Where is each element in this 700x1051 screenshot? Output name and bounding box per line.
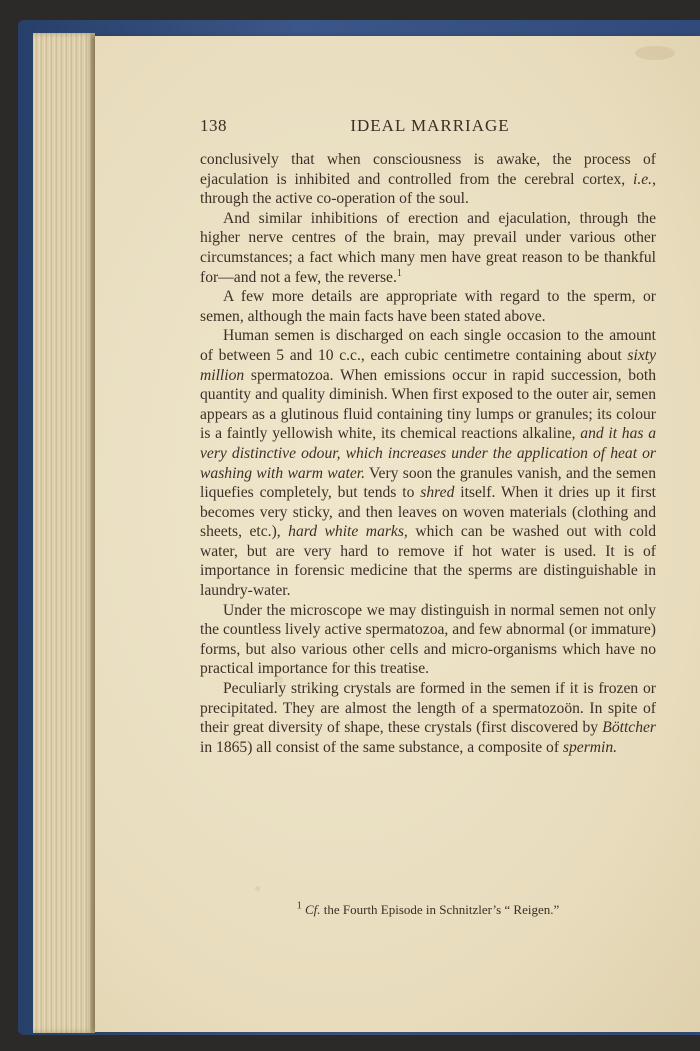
text-run: in 1865) all consist of the same substance, a composite of xyxy=(200,738,563,756)
text-run: which can be washed out with cold water, but are very hard to remove if hot water is used. It is of importance in forensic medicine that the sperms are distinguishable in laundry-water. xyxy=(200,523,656,600)
paper-stain xyxy=(255,886,260,891)
italic-text: spermin. xyxy=(562,738,618,756)
paragraph xyxy=(200,150,656,209)
page-title: IDEAL MARRIAGE xyxy=(350,116,510,135)
text-run: Peculiarly striking crystals are formed in the semen if it is frozen or precipitated. They are almost the length of a spermatozoön. In spite of their great diversity of shape, these crystals (first discovered by xyxy=(200,680,656,737)
italic-text: and it has a very distinctive odour, which increases under the application of heat or washing with warm water. xyxy=(200,425,656,482)
text-run: itself. When it dries up it first becomes very sticky, and then leaves on woven materials (clothing and sheets, etc.), xyxy=(200,484,656,541)
text-run: the Fourth Episode in Schnitzler’s “ Reigen.” xyxy=(320,902,560,917)
body-text xyxy=(200,150,656,757)
paragraph xyxy=(200,326,656,600)
text-run: spermatozoa. When emissions occur in rapid succession, both quantity and quality diminish. When first exposed to the outer air, semen appears as a glutinous fluid containing tiny lumps or granules; its colour is a faintly yellowish white, its chemical reactions alkaline, xyxy=(200,366,656,443)
paper-stain xyxy=(635,46,675,60)
italic-text: sixty million xyxy=(200,346,656,384)
italic-text: shred xyxy=(420,484,455,502)
italic-text: i.e. xyxy=(633,170,653,188)
text-run: conclusively that when consciousness is awake, the process of ejaculation is inhibited and controlled from the cerebral cortex, xyxy=(200,151,656,188)
page-number: 138 xyxy=(200,116,227,135)
text-run: A few more details are appropriate with regard to the sperm, or semen, although the main facts have been stated above. xyxy=(200,288,656,325)
text-run: Under the microscope we may distinguish in normal semen not only the countless lively active spermatozoa, and few abnormal (or immature) forms, but also various other cells and micro-organisms which have no practical importance for this treatise. xyxy=(200,601,656,678)
paragraph xyxy=(200,209,656,287)
paragraph xyxy=(200,679,656,757)
text-run: Very soon the granules vanish, and the semen liquefies completely, but tends to xyxy=(200,464,656,502)
paragraph xyxy=(200,601,656,679)
footnote-marker: 1 xyxy=(396,267,402,279)
text-run: And similar inhibitions of erection and ejaculation, through the higher nerve centres of the brain, may prevail under various other circumstances; a fact which many men have great reason to be thankful for—and not a few, the reverse. xyxy=(200,209,656,286)
italic-text: Böttcher xyxy=(602,719,656,737)
footnote-marker: 1 xyxy=(296,900,302,912)
text-run: , through the active co-operation of the soul. xyxy=(200,170,656,208)
page-edges xyxy=(33,33,95,1033)
italic-text: Cf. xyxy=(304,902,321,917)
footnote xyxy=(200,902,656,918)
running-head xyxy=(200,116,660,140)
paragraph xyxy=(200,287,656,326)
text-run: Human semen is discharged on each single occasion to the amount of between 5 and 10 c.c., each cubic centimetre containing about xyxy=(200,327,656,364)
italic-text: hard white marks, xyxy=(288,523,408,541)
